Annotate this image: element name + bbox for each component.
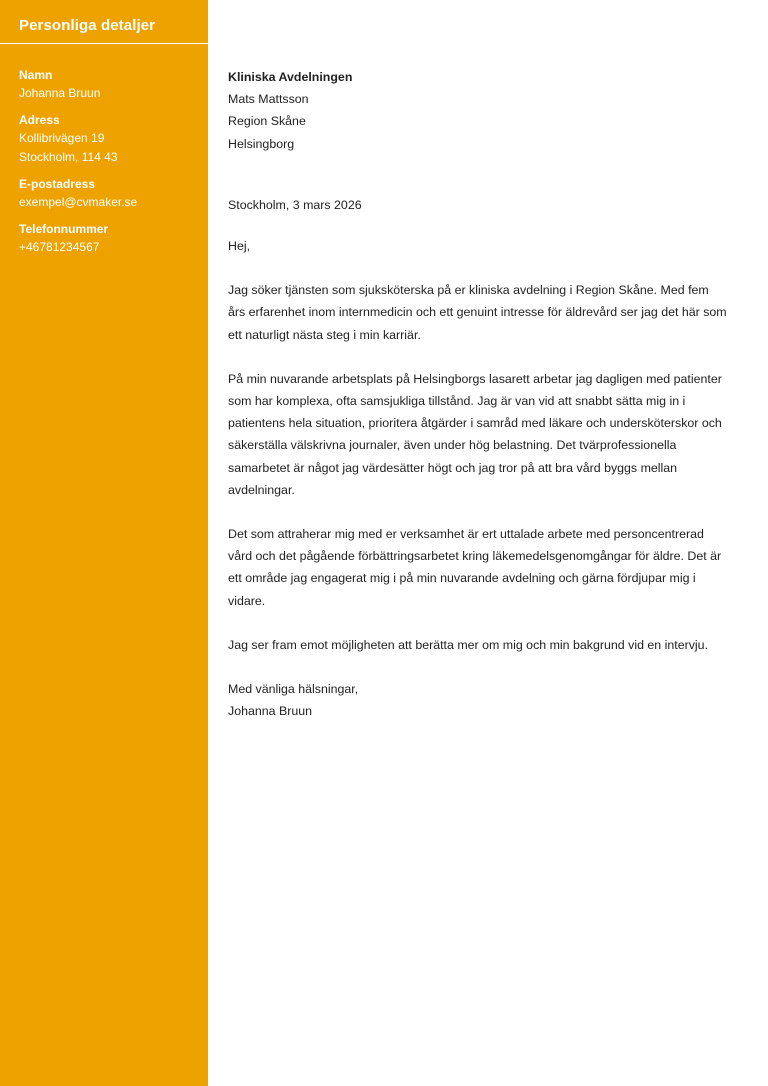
field-email-value: exempel@cvmaker.se xyxy=(19,195,138,209)
field-address xyxy=(19,111,208,167)
sidebar-fields xyxy=(0,44,208,257)
letter-paragraph-1: Jag söker tjänsten som sjuksköterska på er kliniska avdelning i Region Skåne. Med fem års erfarenhet inom internmedicin och ett genuint intresse för äldrevård ser jag det här som ett naturligt nästa steg i min karriär. xyxy=(228,283,727,342)
field-name xyxy=(19,66,208,103)
field-email xyxy=(19,175,208,212)
recipient-company: Kliniska Avdelningen xyxy=(228,70,353,84)
letter-paragraph-2: På min nuvarande arbetsplats på Helsingborgs lasarett arbetar jag dagligen med patienter som har komplexa, ofta samsjukliga tillstånd. Jag är van vid att snabbt sätta mig in i patientens hela situation, prioritera åtgärder i samråd med läkare och undersköterskor och säkerställa välskrivna journaler, även under hög belastning. Det tvärprofessionella samarbetet är något jag värdesätter högt och jag tror på att bra vård byggs mellan avdelningar. xyxy=(228,371,722,497)
sidebar-header xyxy=(0,0,208,44)
letter-body xyxy=(228,66,728,722)
field-name-value: Johanna Bruun xyxy=(19,86,101,100)
field-address-label: Adress xyxy=(19,113,60,127)
letter-paragraph-4: Jag ser fram emot möjligheten att berätta mer om mig och min bakgrund vid en intervju. xyxy=(228,637,709,652)
letter-closing: Med vänliga hälsningar, xyxy=(228,682,359,697)
letter-date: Stockholm, 3 mars 2026 xyxy=(228,197,362,212)
field-phone xyxy=(19,220,208,257)
recipient-organization: Region Skåne xyxy=(228,114,306,129)
letter-salutation: Hej, xyxy=(228,239,251,254)
recipient-name: Mats Mattsson xyxy=(228,92,309,107)
sidebar-title: Personliga detaljer xyxy=(19,17,156,34)
field-address-street: Kollibrivägen 19 xyxy=(19,131,105,145)
field-phone-value: +46781234567 xyxy=(19,240,100,254)
recipient-city: Helsingborg xyxy=(228,136,295,151)
recipient-block xyxy=(228,66,728,155)
field-email-label: E-postadress xyxy=(19,177,96,191)
field-name-label: Namn xyxy=(19,68,53,82)
sidebar-personal-details xyxy=(0,0,208,1086)
letter-paragraph-3: Det som attraherar mig med er verksamhet är ert uttalade arbete med personcentrerad vård och det pågående förbättringsarbetet kring läkemedelsgenomgångar för äldre. Det är ett område jag engagerat mig i på min nuvarande avdelning och gärna fördjupar mig i vidare. xyxy=(228,527,722,608)
letter-signature: Johanna Bruun xyxy=(228,704,313,719)
field-address-city: Stockholm, 114 43 xyxy=(19,150,118,164)
field-phone-label: Telefonnummer xyxy=(19,222,109,236)
